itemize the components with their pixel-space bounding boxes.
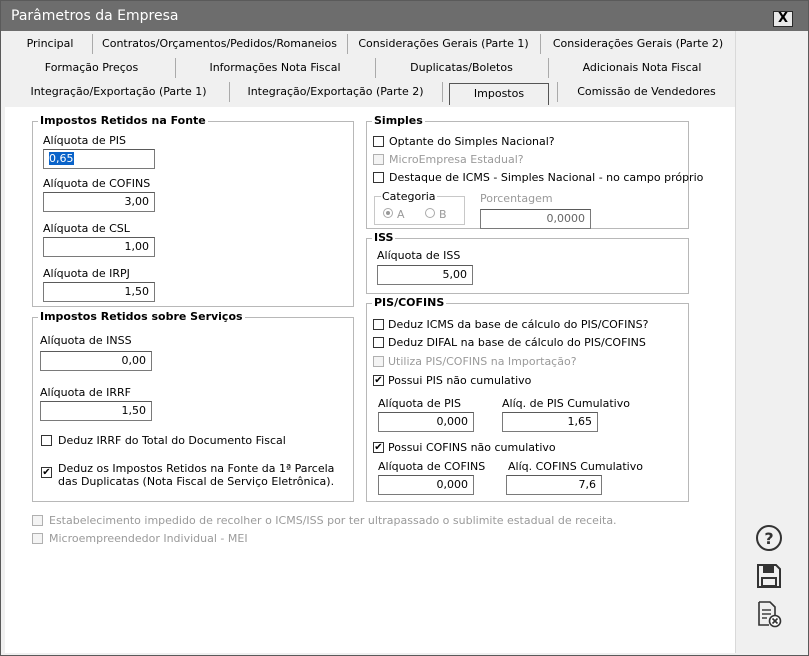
window-body [5, 31, 804, 653]
csl-label: Alíquota de CSL [43, 222, 130, 235]
pc-pis-label: Alíquota de PIS [378, 397, 461, 410]
tab-comissao-vendedores[interactable]: Comissão de Vendedores [577, 85, 716, 98]
impostos-panel [5, 107, 735, 653]
window-title: Parâmetros da Empresa [11, 8, 179, 24]
group-title: Simples [374, 114, 423, 127]
tab-consideracoes-2[interactable]: Considerações Gerais (Parte 2) [552, 37, 724, 50]
svg-text:?: ? [764, 529, 774, 548]
categoria-b-radio [425, 208, 435, 218]
estabelecimento-impedido-label: Estabelecimento impedido de recolher o ICMS/ISS por ter ultrapassado o sublimite estadual de receita. [49, 514, 617, 527]
deduz-irrf-label: Deduz IRRF do Total do Documento Fiscal [58, 434, 286, 447]
title-bar [1, 1, 808, 31]
iss-input[interactable]: 5,00 [377, 265, 473, 285]
microempresa-label: MicroEmpresa Estadual? [389, 153, 524, 166]
cancel-button[interactable] [748, 597, 790, 631]
destaque-icms-checkbox[interactable] [373, 172, 384, 183]
right-toolbar [735, 31, 805, 653]
pc-pis-input[interactable]: 0,000 [378, 412, 474, 432]
mei-label: Microempreendedor Individual - MEI [49, 532, 248, 545]
destaque-icms-label: Destaque de ICMS - Simples Nacional - no campo próprio [389, 171, 704, 184]
save-icon [756, 563, 782, 589]
utiliza-importacao-label: Utiliza PIS/COFINS na Importação? [388, 355, 577, 368]
irrf-input[interactable]: 1,50 [40, 401, 152, 421]
csl-input[interactable]: 1,00 [43, 237, 155, 257]
deduz-parcela-checkbox[interactable]: ✔ [42, 467, 51, 478]
pc-cofins-label: Alíquota de COFINS [378, 460, 486, 473]
help-button[interactable] [748, 521, 790, 555]
pis-input[interactable]: 0,65 [43, 149, 155, 169]
optante-simples-checkbox[interactable] [373, 136, 384, 147]
categoria-a-radio [383, 208, 393, 218]
group-categoria [374, 190, 465, 225]
deduz-icms-label: Deduz ICMS da base de cálculo do PIS/COFINS? [388, 318, 649, 331]
group-title: ISS [374, 231, 394, 244]
cofins-cumulativo-input[interactable]: 7,6 [506, 475, 602, 495]
categoria-a-label: A [397, 208, 405, 221]
deduz-irrf-checkbox[interactable] [41, 435, 52, 446]
group-title: Impostos Retidos na Fonte [40, 114, 206, 127]
cofins-nao-cumulativo-label: Possui COFINS não cumulativo [388, 441, 556, 454]
irrf-label: Alíquota de IRRF [40, 386, 131, 399]
tab-adicionais-nota-fiscal[interactable]: Adicionais Nota Fiscal [582, 61, 702, 74]
iss-label: Alíquota de ISS [377, 249, 461, 262]
porcentagem-label: Porcentagem [480, 192, 553, 205]
utiliza-importacao-checkbox [373, 356, 384, 367]
tab-consideracoes-1[interactable]: Considerações Gerais (Parte 1) [358, 37, 529, 50]
deduz-difal-checkbox[interactable] [373, 337, 384, 348]
cofins-cumulativo-label: Alíq. COFINS Cumulativo [508, 460, 643, 473]
microempresa-checkbox [373, 154, 384, 165]
group-title: PIS/COFINS [374, 296, 445, 309]
tab-integracao-1[interactable]: Integração/Exportação (Parte 1) [30, 85, 207, 98]
cofins-label: Alíquota de COFINS [43, 177, 151, 190]
inss-input[interactable]: 0,00 [40, 351, 152, 371]
categoria-label: Categoria [382, 190, 436, 203]
group-pis-cofins [366, 296, 689, 502]
pc-cofins-input[interactable]: 0,000 [378, 475, 474, 495]
porcentagem-input: 0,0000 [480, 209, 591, 229]
save-button[interactable] [748, 559, 790, 593]
inss-label: Alíquota de INSS [40, 334, 132, 347]
pis-cumulativo-input[interactable]: 1,65 [502, 412, 598, 432]
deduz-parcela-label-line1: Deduz os Impostos Retidos na Fonte da 1ª Parcela [58, 462, 335, 475]
deduz-icms-checkbox[interactable] [373, 319, 384, 330]
irpj-input[interactable]: 1,50 [43, 282, 155, 302]
tab-impostos[interactable]: Impostos [449, 83, 549, 105]
close-button[interactable]: X [773, 11, 793, 27]
tab-informacoes-nota-fiscal[interactable]: Informações Nota Fiscal [209, 61, 341, 74]
tab-integracao-2[interactable]: Integração/Exportação (Parte 2) [247, 85, 424, 98]
estabelecimento-impedido-checkbox [32, 515, 43, 526]
group-impostos-fonte [32, 114, 354, 307]
tab-strip [5, 31, 804, 109]
pis-cumulativo-label: Alíq. de PIS Cumulativo [502, 397, 630, 410]
cofins-input[interactable]: 3,00 [43, 192, 155, 212]
mei-checkbox [32, 533, 43, 544]
pis-nao-cumulativo-label: Possui PIS não cumulativo [388, 374, 532, 387]
categoria-b-label: B [439, 208, 447, 221]
irpj-label: Alíquota de IRPJ [43, 267, 130, 280]
help-icon [755, 524, 783, 552]
group-iss [366, 231, 689, 294]
optante-simples-label: Optante do Simples Nacional? [389, 135, 555, 148]
tab-principal[interactable]: Principal [26, 37, 74, 50]
pis-label: Alíquota de PIS [43, 134, 126, 147]
cancel-document-icon [756, 600, 782, 628]
cofins-nao-cumulativo-checkbox[interactable]: ✔ [374, 442, 383, 453]
tab-duplicatas-boletos[interactable]: Duplicatas/Boletos [410, 61, 513, 74]
tab-contratos[interactable]: Contratos/Orçamentos/Pedidos/Romaneios [102, 37, 337, 50]
tab-divider [442, 82, 443, 102]
deduz-difal-label: Deduz DIFAL na base de cálculo do PIS/COFINS [388, 336, 646, 349]
group-impostos-servicos [32, 310, 354, 502]
group-title: Impostos Retidos sobre Serviços [40, 310, 243, 323]
pis-nao-cumulativo-checkbox[interactable]: ✔ [374, 375, 383, 386]
group-simples [366, 114, 704, 229]
deduz-parcela-label-line2: das Duplicatas (Nota Fiscal de Serviço Eletrônica). [58, 475, 335, 488]
tab-formacao-precos[interactable]: Formação Preços [44, 61, 139, 74]
